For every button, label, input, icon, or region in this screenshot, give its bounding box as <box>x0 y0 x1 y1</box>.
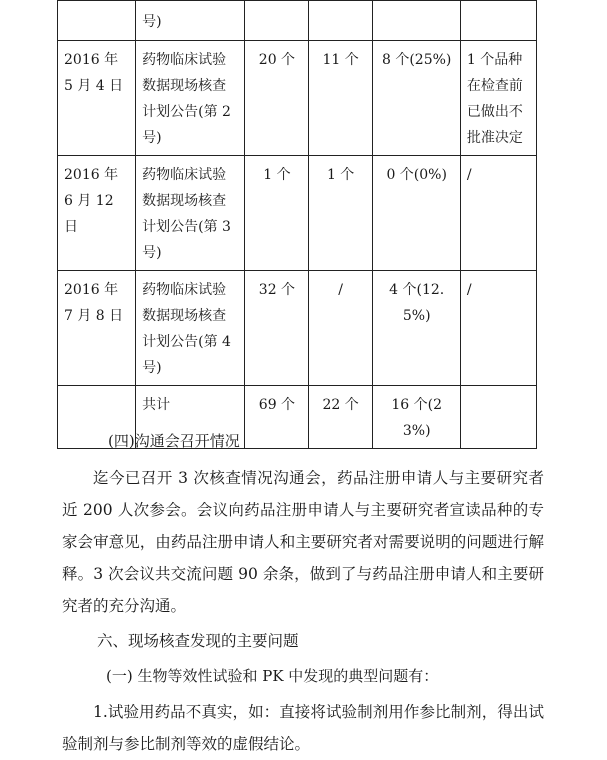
cell-count-planned: 69 个 <box>245 386 309 449</box>
cell-count-problem: 0 个(0%) <box>372 156 460 271</box>
table-row <box>58 271 537 386</box>
table-row <box>58 1 537 41</box>
section-6-item-1: 1.试验用药品不真实，如：直接将试验制剂用作参比制剂，得出试验制剂与参比制剂等效的虚假结论。 <box>62 703 544 753</box>
cell-name: 共计 <box>136 386 245 449</box>
table-row <box>58 156 537 271</box>
cell-count-planned <box>245 1 309 41</box>
cell-count-inspected <box>308 1 372 41</box>
cell-date <box>58 1 136 41</box>
table-row <box>58 41 537 156</box>
cell-date: 2016 年 5 月 4 日 <box>58 41 136 156</box>
cell-name: 药物临床试验数据现场核查计划公告(第 3 号) <box>136 156 245 271</box>
cell-count-inspected: / <box>308 271 372 386</box>
cell-note: / <box>460 271 536 386</box>
cell-note <box>460 1 536 41</box>
cell-note <box>460 386 536 449</box>
cell-count-inspected: 22 个 <box>308 386 372 449</box>
cell-count-planned: 32 个 <box>245 271 309 386</box>
section-4-paragraph: 迄今已召开 3 次核查情况沟通会，药品注册申请人与主要研究者近 200 人次参会。会议向药品注册申请人与主要研究者宣读品种的专家会审意见，由药品注册申请人和主要研究者对需要说明的问题进行解释。3 次会议共交流问题 90 余条，做到了与药品注册申请人和主要研究者的充分沟通。 <box>62 469 544 615</box>
cell-count-planned: 20 个 <box>245 41 309 156</box>
inspection-results-table <box>57 0 537 449</box>
section-4-heading: (四)沟通会召开情况 <box>108 432 240 450</box>
cell-note: / <box>460 156 536 271</box>
cell-count-problem: 16 个(23%) <box>372 386 460 449</box>
cell-name: 药物临床试验数据现场核查计划公告(第 4 号) <box>136 271 245 386</box>
cell-count-planned: 1 个 <box>245 156 309 271</box>
section-6-heading: 六、现场核查发现的主要问题 <box>97 632 299 650</box>
cell-date: 2016 年 6 月 12 日 <box>58 156 136 271</box>
cell-count-problem: 4 个(12.5%) <box>372 271 460 386</box>
cell-count-inspected: 1 个 <box>308 156 372 271</box>
cell-name: 号) <box>136 1 245 41</box>
cell-date: 2016 年 7 月 8 日 <box>58 271 136 386</box>
section-6-subheading: (一) 生物等效性试验和 PK 中发现的典型问题有： <box>106 667 439 685</box>
cell-count-problem <box>372 1 460 41</box>
cell-name: 药物临床试验数据现场核查计划公告(第 2 号) <box>136 41 245 156</box>
cell-note: 1 个品种在检查前已做出不批准决定 <box>460 41 536 156</box>
cell-count-inspected: 11 个 <box>308 41 372 156</box>
cell-count-problem: 8 个(25%) <box>372 41 460 156</box>
